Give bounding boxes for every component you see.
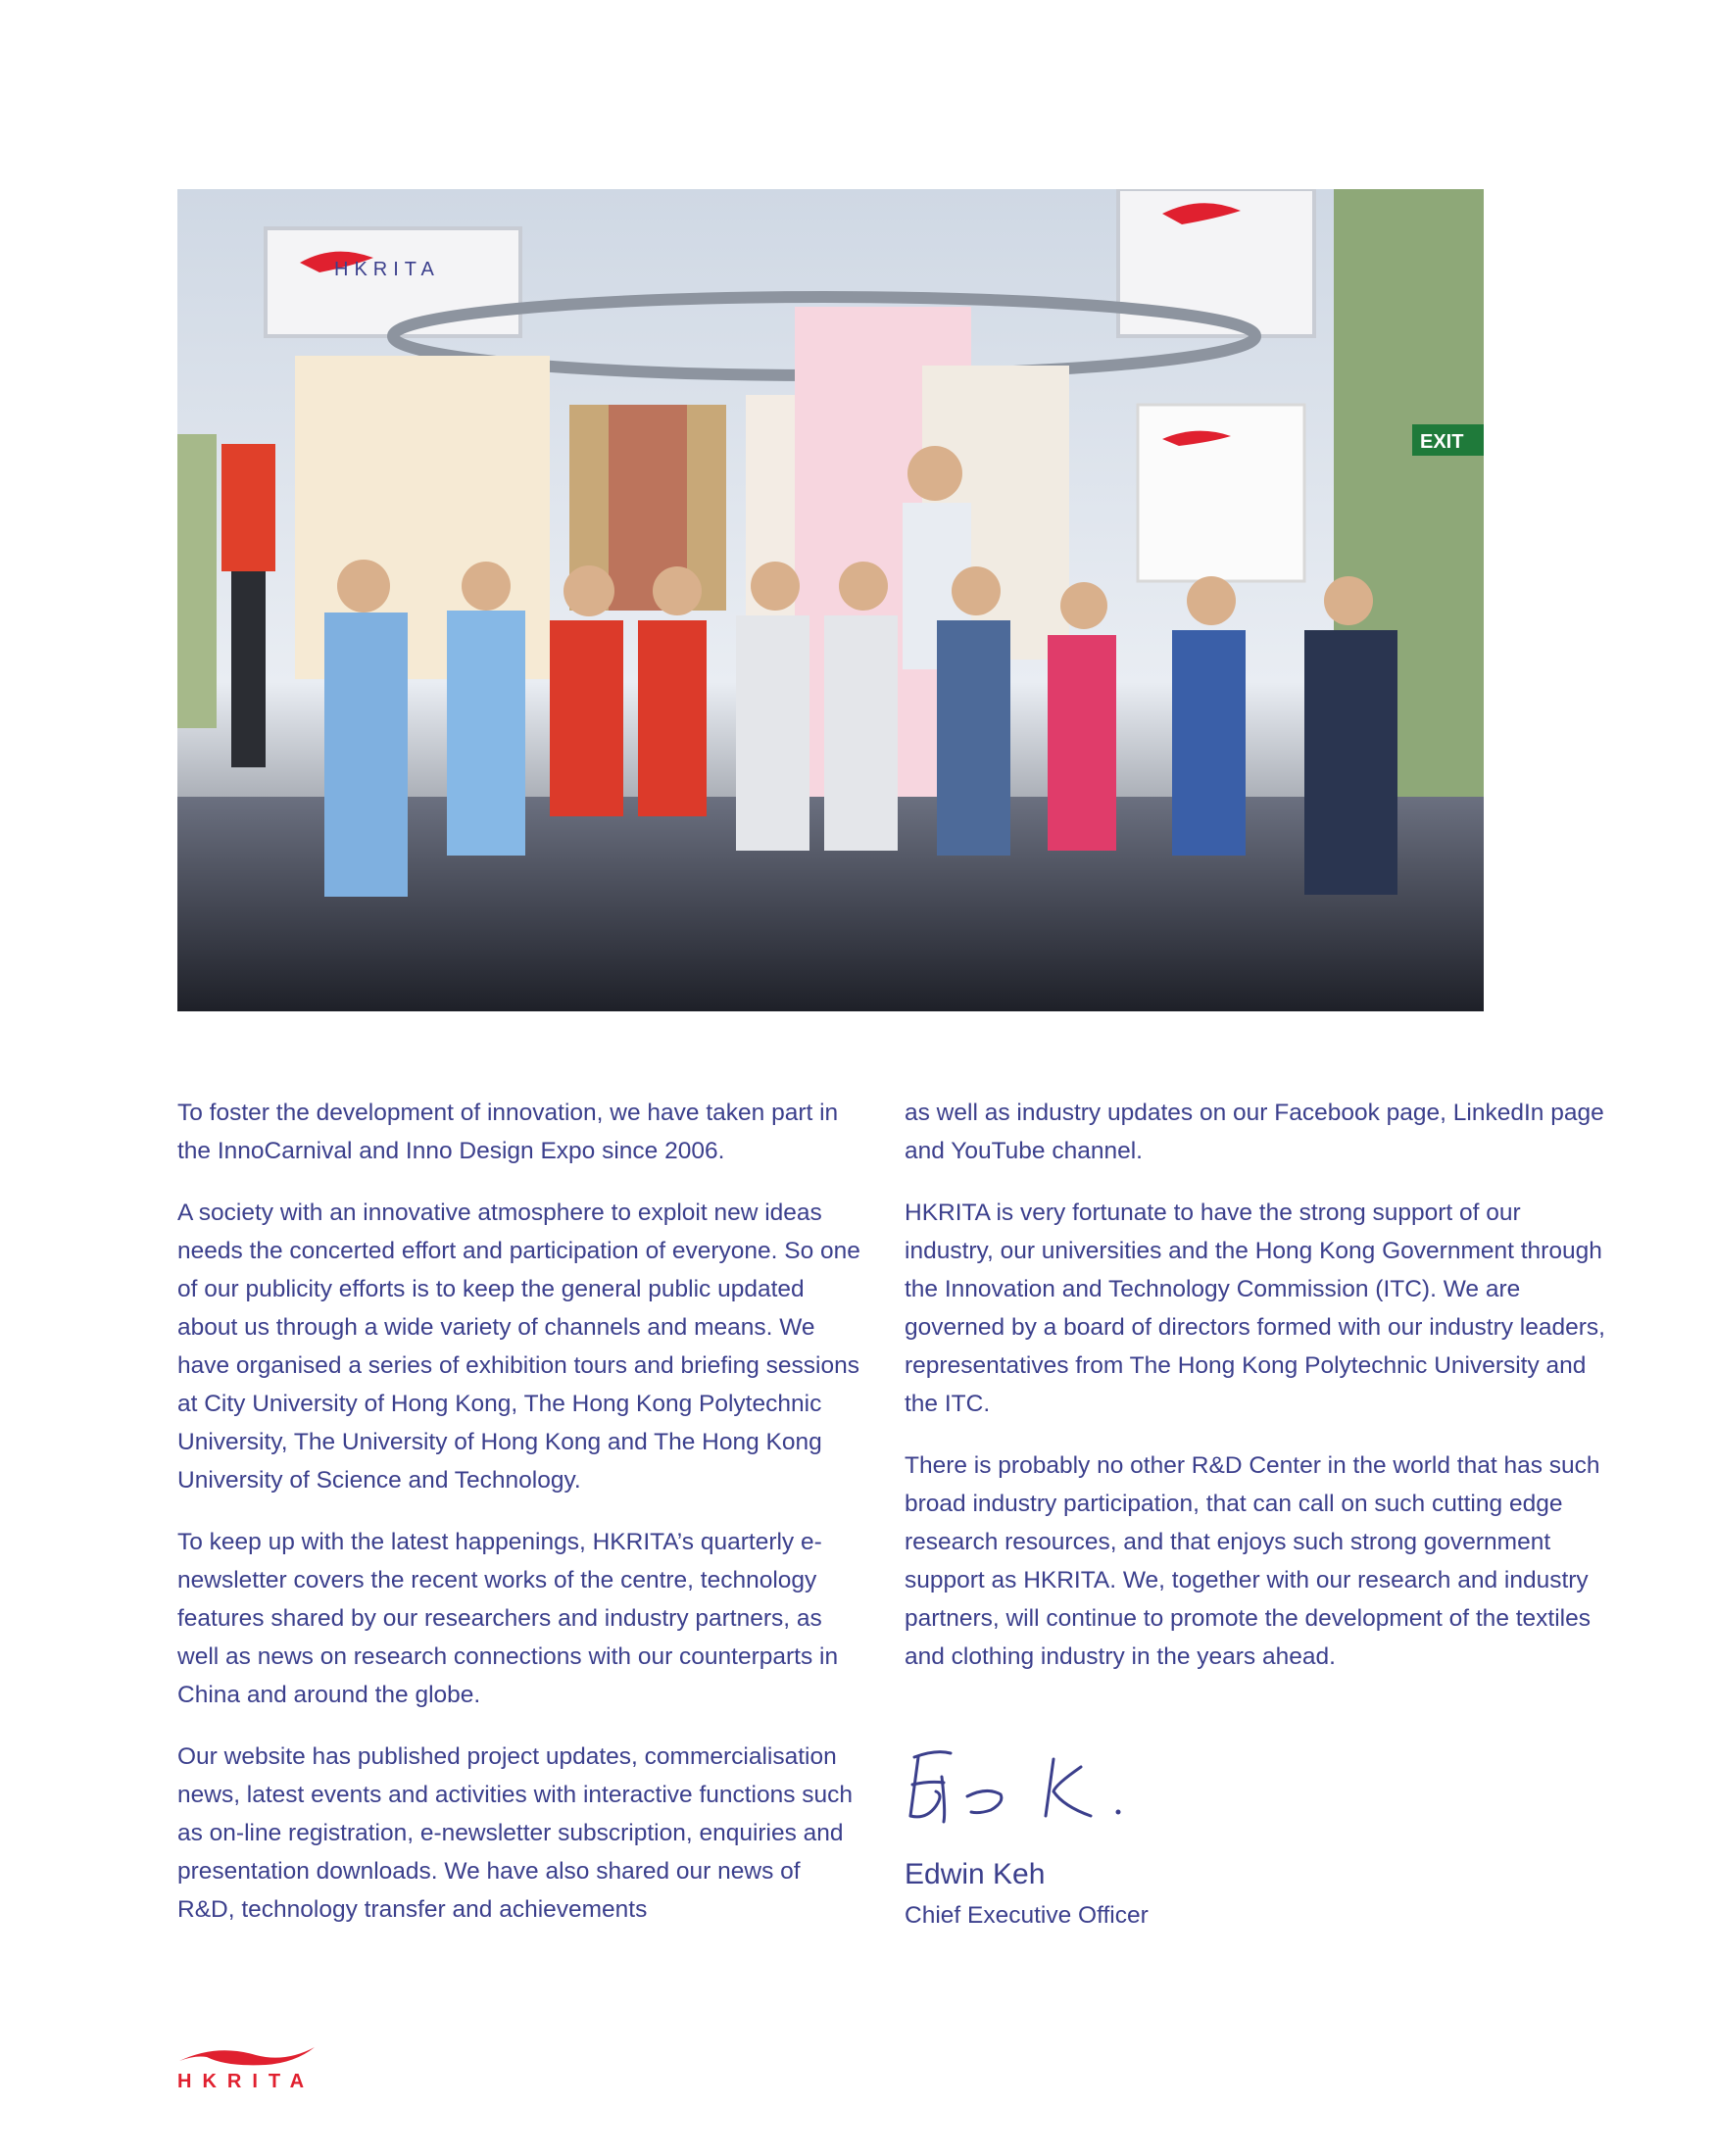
left-column (177, 1094, 863, 1952)
exit-sign-text: EXIT (1420, 431, 1464, 453)
left-paragraph-3: To keep up with the latest happenings, HKRITA’s quarterly e-newsletter covers the recent works of the centre, technology features shared by our researchers and industry partners, as well as news on research connections with our counterparts in China and around the globe. (177, 1529, 839, 1708)
right-paragraph-2: HKRITA is very fortunate to have the strong support of our industry, our universities and the Hong Kong Government through the Innovation and Technology Commission (ITC). We are governed by a board of directors formed with our industry leaders, representatives from The Hong Kong Polytechnic University and the ITC. (905, 1200, 1605, 1417)
signatory-title: Chief Executive Officer (905, 1902, 1149, 1929)
signature-image (897, 1738, 1132, 1836)
logo-text: HKRITA (177, 2071, 316, 2092)
exhibition-photo-illustration (177, 189, 1484, 1011)
signatory-name: Edwin Keh (905, 1858, 1046, 1890)
exhibition-photo (177, 189, 1484, 1011)
left-paragraph-4: Our website has published project updates, commercialisation news, latest events and activities with interactive functions such as on-line registration, e-newsletter subscription, enquiries and presentation downloads. We have also shared our news of R&D, technology transfer and achievements (177, 1743, 854, 1923)
hkrita-logo (177, 2041, 324, 2100)
right-column (905, 1094, 1610, 1699)
logo-swoosh-icon (177, 2041, 324, 2071)
right-paragraph-3: There is probably no other R&D Center in the world that has such broad industry participation, that can call on such cutting edge research resources, and that enjoys such strong government support as HKRITA. We, together with our research and industry partners, will continue to promote the development of the textiles and clothing industry in the years ahead. (905, 1452, 1600, 1670)
left-paragraph-2: A society with an innovative atmosphere to exploit new ideas needs the concerted effort and participation of everyone. So one of our publicity efforts is to keep the general public updated about us through a wide variety of channels and means. We have organised a series of exhibition tours and briefing sessions at City University of Hong Kong, The Hong Kong Polytechnic University, The University of Hong Kong and The Hong Kong University of Science and Technology. (177, 1200, 860, 1494)
right-paragraph-1: as well as industry updates on our Facebook page, LinkedIn page and YouTube channel. (905, 1100, 1604, 1164)
left-paragraph-1: To foster the development of innovation, we have taken part in the InnoCarnival and Inno Design Expo since 2006. (177, 1100, 839, 1164)
booth-brand-text: HKRITA (334, 259, 440, 280)
